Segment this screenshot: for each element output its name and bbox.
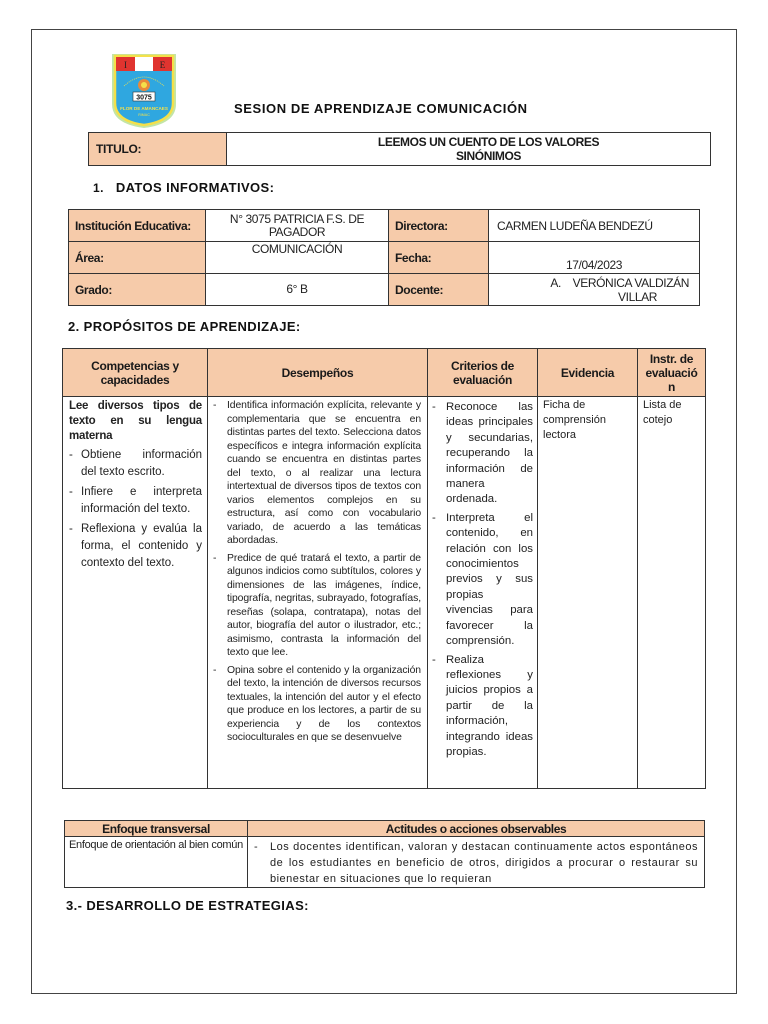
- section-datos-informativos: [93, 180, 274, 195]
- desempeno-item: - Opina sobre el contenido y la organización del texto, la intención de diversos recursos textuales, la intención del autor y el efecto que produce en los lectores, a partir de su experiencia y de los contextos socioculturales en que se desenvuelve: [213, 664, 421, 745]
- section-desarrollo: 3.- DESARROLLO DE ESTRATEGIAS:: [66, 898, 309, 913]
- header-enfoque: Enfoque transversal: [65, 821, 248, 837]
- svg-text:FLOR DE AMANCAES: FLOR DE AMANCAES: [120, 106, 168, 111]
- header-actitudes: Actitudes o acciones observables: [248, 821, 705, 837]
- docente-label: Docente:: [389, 274, 489, 306]
- school-crest-icon: [110, 52, 178, 129]
- fecha-label: Fecha:: [389, 242, 489, 274]
- svg-text:E: E: [159, 60, 166, 70]
- titulo-value-line1: LEEMOS UN CUENTO DE LOS VALORES: [377, 135, 600, 149]
- header-criterios: Criterios de evaluación: [428, 349, 538, 397]
- section-propositos: 2. PROPÓSITOS DE APRENDIZAJE:: [68, 319, 301, 334]
- capacidades-list: [69, 447, 202, 572]
- actitud-item: - Los docentes identifican, valoran y destacan continuamente actos espontáneos de los estudiantes en beneficio de otros, dirigidos a procurar o restaurar su bienestar en situaciones que lo requieran: [254, 839, 698, 887]
- header-evidencia: Evidencia: [538, 349, 638, 397]
- area-label: Área:: [69, 242, 206, 274]
- school-logo: [110, 52, 178, 129]
- capacidad-item: - Reflexiona y evalúa la forma, el contenido y contexto del texto.: [69, 521, 202, 572]
- criterio-item: - Reconoce las ideas principales y secundarias, recuperando la información de manera ordenada.: [432, 400, 533, 508]
- titulo-label: TITULO:: [89, 133, 227, 166]
- propositos-table: [62, 348, 706, 789]
- competencias-cell: [63, 397, 208, 789]
- instrumento-cell: Lista de cotejo: [638, 397, 706, 789]
- enfoque-table: [64, 820, 705, 888]
- actitudes-list: [254, 839, 698, 887]
- evidencia-cell: Ficha de comprensión lectora: [538, 397, 638, 789]
- criterios-list: [432, 400, 533, 760]
- institucion-line2: PAGADOR: [268, 224, 326, 239]
- document-title: SESION DE APRENDIZAJE COMUNICACIÓN: [234, 101, 528, 116]
- svg-text:RIMAC: RIMAC: [138, 113, 150, 117]
- desempenos-cell: [208, 397, 428, 789]
- competencia-title: Lee diversos tipos de texto en su lengua materna: [69, 400, 202, 442]
- grado-value: 6° B: [206, 274, 389, 306]
- svg-text:I: I: [124, 60, 127, 70]
- header-competencias: Competencias y capacidades: [63, 349, 208, 397]
- docente-value: [489, 274, 700, 306]
- area-value: COMUNICACIÓN: [206, 242, 389, 274]
- header-instrumento: Instr. de evaluació n: [638, 349, 706, 397]
- header-desempenos: Desempeños: [208, 349, 428, 397]
- docente-line2: VILLAR: [618, 289, 657, 304]
- section-title: DATOS INFORMATIVOS:: [115, 180, 275, 195]
- criterios-cell: [428, 397, 538, 789]
- titulo-value: [227, 133, 711, 166]
- titulo-value-line2: SINÓNIMOS: [455, 149, 522, 163]
- title-table: [88, 132, 711, 166]
- criterio-item: - Realiza reflexiones y juicios propios a partir de la información, integrando ideas propias.: [432, 653, 533, 761]
- institucion-label: Institución Educativa:: [69, 210, 206, 242]
- institucion-value: [206, 210, 389, 242]
- svg-text:3075: 3075: [136, 94, 152, 102]
- capacidad-item: - Infiere e interpreta información del texto.: [69, 484, 202, 518]
- capacidad-item: - Obtiene información del texto escrito.: [69, 447, 202, 481]
- desempenos-list: [213, 399, 421, 745]
- section-number: 1.: [93, 181, 104, 195]
- directora-value: CARMEN LUDEÑA BENDEZÚ: [489, 210, 700, 242]
- institucion-line1: N° 3075 PATRICIA F.S. DE: [229, 211, 365, 226]
- criterio-item: - Interpreta el contenido, en relación con los conocimientos previos y sus propias vivencias para favorecer la comprensión.: [432, 511, 533, 650]
- datos-table: [68, 209, 700, 306]
- actitudes-cell: [248, 837, 705, 888]
- fecha-value: 17/04/2023: [489, 242, 700, 274]
- enfoque-value: Enfoque de orientación al bien común: [65, 837, 248, 888]
- grado-label: Grado:: [69, 274, 206, 306]
- desempeno-item: - Identifica información explícita, relevante y complementaria que se encuentra en distintas partes del texto. Selecciona datos específicos e integra información explícita cuando se encuentra en distintas partes del texto, o al realizar una lectura intertextual de diversos tipos de textos con varios elementos complejos en su estructura, así como con vocabulario variado, de acuerdo a las temáticas abordadas.: [213, 399, 421, 548]
- desempeno-item: - Predice de qué tratará el texto, a partir de algunos indicios como subtítulos, colores y dimensiones de las imágenes, índice, tipografía, negritas, subrayado, fotografías, reseñas (solapa, contratapa), notas del autor, biografía del autor o ilustrador, etc.; asimismo, contrasta la información del texto que lee.: [213, 552, 421, 660]
- directora-label: Directora:: [389, 210, 489, 242]
- docente-line1: A. VERÓNICA VALDIZÁN: [550, 275, 689, 290]
